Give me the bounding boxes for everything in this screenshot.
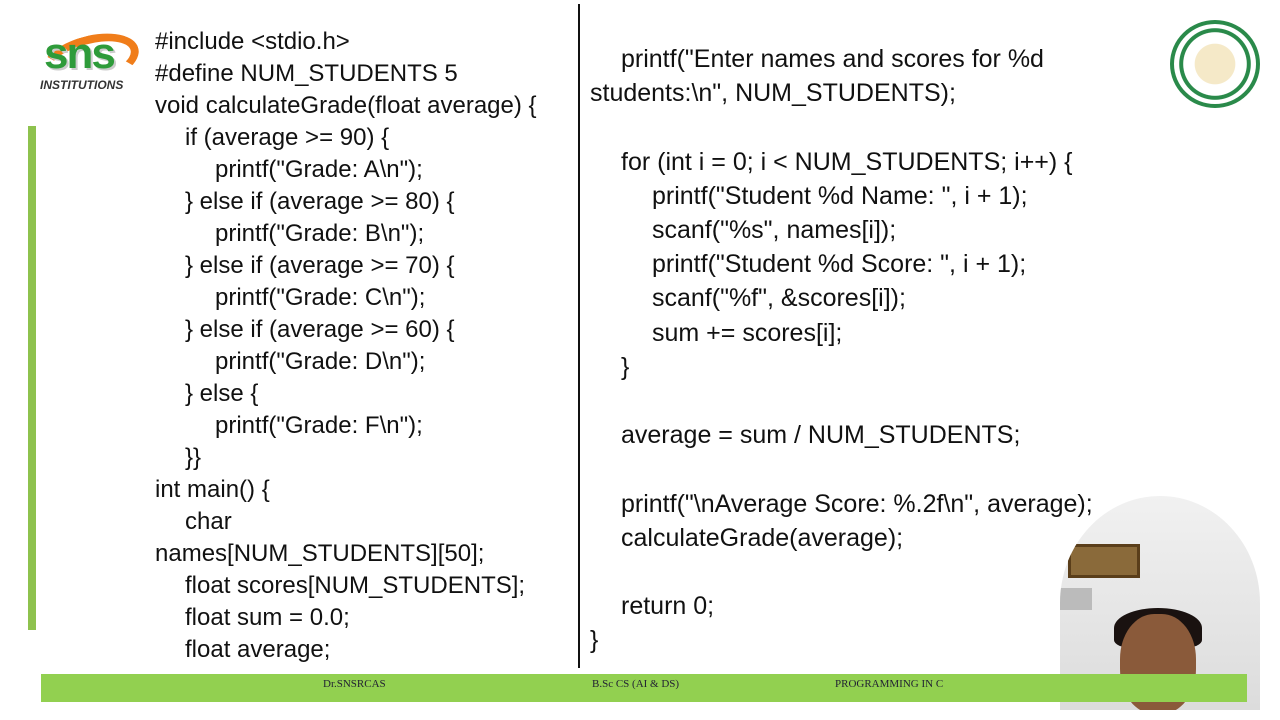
wall-frame — [1068, 544, 1140, 578]
code-line: sum += scores[i]; — [652, 318, 843, 347]
sns-institutions-logo — [34, 30, 144, 94]
code-line: } else if (average >= 80) { — [185, 188, 455, 215]
code-line: float average; — [185, 636, 331, 663]
code-line: float sum = 0.0; — [185, 604, 350, 631]
code-line: } — [621, 352, 630, 381]
logo-subtitle: INSTITUTIONS — [40, 78, 124, 92]
code-line: }} — [185, 444, 202, 471]
code-line: printf("Grade: C\n"); — [215, 284, 426, 311]
code-line: printf("Enter names and scores for %d — [621, 45, 1044, 73]
code-line: printf("Grade: A\n"); — [215, 156, 423, 183]
code-line: printf("\nAverage Score: %.2f\n", average); — [621, 489, 1093, 518]
code-line: names[NUM_STUDENTS][50]; — [155, 540, 485, 567]
code-line: scanf("%s", names[i]); — [652, 216, 897, 244]
code-line: scanf("%f", &scores[i]); — [652, 284, 906, 313]
code-line: int main() { — [155, 476, 270, 503]
code-line: printf("Grade: D\n"); — [215, 348, 426, 375]
code-line: calculateGrade(average); — [621, 523, 904, 552]
footer-subject: PROGRAMMING IN C — [835, 678, 944, 690]
code-line: void calculateGrade(float average) { — [155, 92, 537, 119]
code-line: return 0; — [621, 592, 715, 621]
code-line: printf("Student %d Name: ", i + 1); — [652, 181, 1028, 210]
code-line: for (int i = 0; i < NUM_STUDENTS; i++) { — [621, 147, 1073, 176]
accent-bar — [28, 126, 36, 630]
column-divider — [578, 4, 580, 668]
footer-bar — [41, 674, 1247, 702]
footer-course: B.Sc CS (AI & DS) — [592, 678, 680, 690]
code-line: } else { — [185, 380, 259, 407]
code-line: } else if (average >= 60) { — [185, 316, 455, 343]
code-line: students:\n", NUM_STUDENTS); — [590, 79, 956, 108]
footer-institution: Dr.SNSRCAS — [323, 678, 386, 690]
code-line: } — [590, 626, 599, 655]
code-line: #include <stdio.h> — [155, 28, 350, 55]
code-line: printf("Grade: F\n"); — [215, 412, 423, 439]
code-line: printf("Student %d Score: ", i + 1); — [652, 250, 1027, 279]
code-line: average = sum / NUM_STUDENTS; — [621, 421, 1021, 450]
code-line: char — [185, 508, 232, 535]
code-line: printf("Grade: B\n"); — [215, 220, 425, 247]
logo-brand: sns — [44, 29, 114, 78]
code-line: float scores[NUM_STUDENTS]; — [185, 572, 526, 599]
code-line: } else if (average >= 70) { — [185, 252, 455, 279]
code-line: #define NUM_STUDENTS 5 — [155, 60, 458, 87]
air-conditioner — [1060, 588, 1092, 610]
college-seal-logo — [1170, 20, 1260, 108]
code-line: if (average >= 90) { — [185, 124, 390, 151]
